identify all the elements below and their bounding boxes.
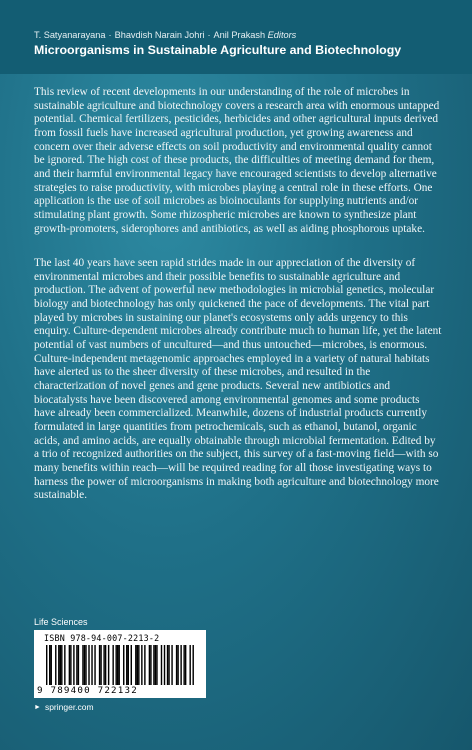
editor-name: Anil Prakash: [213, 30, 266, 40]
series-label: Life Sciences: [34, 617, 88, 627]
barcode-bar: [177, 645, 178, 685]
barcode-bar: [91, 645, 92, 685]
barcode-bar: [88, 645, 89, 685]
barcode-bar: [49, 645, 50, 685]
arrow-right-icon: ►: [34, 703, 41, 711]
barcode-bar: [192, 645, 193, 685]
barcode-bar: [176, 645, 177, 685]
barcode-bar: [60, 645, 61, 685]
barcode-bar: [135, 645, 136, 685]
barcode-bar: [137, 645, 138, 685]
barcode-bar: [70, 645, 71, 685]
isbn-text: ISBN 978-94-007-2213-2: [44, 633, 160, 643]
barcode-bar: [149, 645, 150, 685]
barcode-bar: [108, 645, 109, 685]
barcode-bar: [128, 645, 129, 685]
barcode-bar: [64, 645, 65, 685]
separator: ·: [108, 30, 112, 40]
barcode-bar: [51, 645, 52, 685]
barcode-bar: [94, 645, 95, 685]
barcode-bar: [46, 645, 47, 685]
barcode-bar: [82, 645, 83, 685]
barcode-bar: [115, 645, 116, 685]
book-title: Microorganisms in Sustainable Agriculture and Biotechnology: [34, 43, 402, 57]
barcode-bar: [85, 645, 86, 685]
barcode-bar: [144, 645, 145, 685]
barcode-bar: [55, 645, 56, 685]
barcode-bar: [161, 645, 162, 685]
barcode-bar: [180, 645, 181, 685]
editor-name: Bhavdish Narain Johri: [114, 30, 205, 40]
barcode-bar: [105, 645, 106, 685]
editor-name: T. Satyanarayana: [34, 30, 106, 40]
separator: ·: [207, 30, 211, 40]
editors-line: [34, 30, 296, 40]
barcode-bar: [103, 645, 104, 685]
barcode-bar: [112, 645, 113, 685]
barcode-bar: [123, 645, 124, 685]
barcode-bar: [138, 645, 139, 685]
barcode-bar: [155, 645, 156, 685]
barcode-bar: [100, 645, 101, 685]
barcode-bar: [153, 645, 154, 685]
barcode-bar: [58, 645, 59, 685]
barcode-bar: [61, 645, 62, 685]
barcode-bar: [168, 645, 169, 685]
barcode-bar: [76, 645, 77, 685]
publisher-url: springer.com: [44, 702, 94, 712]
editors-role: Editors: [267, 30, 297, 40]
barcode-bar: [118, 645, 119, 685]
barcode-block: [34, 630, 206, 698]
barcode-bar: [167, 645, 168, 685]
barcode-bar: [150, 645, 151, 685]
barcode-bar: [84, 645, 85, 685]
barcode-digits: 9 789400 722132: [37, 685, 138, 696]
barcode-bar: [69, 645, 70, 685]
description-paragraph-2: The last 40 years have seen rapid strides made in our appreciation of the diversity of environmental microbes and their possible benefits to sustainable agriculture and production. The advent of powerful new methodologies in microbial genetics, molecular biology and biotechnology has only quickened the pace of developments. The vital part played by microbes in sustaining our planet's ecosystems only adds urgency to this enquiry. Culture-dependent microbes already contribute much to human life, yet the latent potential of vast numbers of uncultured—and thus untouched—microbes, is enormous. Culture-independent metagenomic approaches employed in a variety of natural habitats have alerted us to the sheer diversity of these microbes, and resulted in the characterization of novel genes and gene products. Several new antibiotics and biocatalysts have been discovered among environmental genomes and some products have already been commercialized. Meanwhile, dozens of industrial products currently formulated in large quantities from petrochemicals, such as ethanol, butanol, organic acids, and amino acids, are equally obtainable through microbial fermentation. Edited by a trio of recognized authorities on the subject, this survey of a fast-moving field—with so many benefits within reach—will be required reading for all those investigating ways to harness the power of microorganisms in making both agriculture and biotechnology more sustainable.: [34, 257, 442, 502]
publisher-link[interactable]: [34, 702, 94, 712]
barcode-image: [46, 645, 194, 685]
barcode-bar: [164, 645, 165, 685]
barcode-bar: [185, 645, 186, 685]
barcode-bar: [99, 645, 100, 685]
barcode-bar: [189, 645, 190, 685]
barcode-bar: [171, 645, 172, 685]
barcode-bar: [117, 645, 118, 685]
barcode-bar: [131, 645, 132, 685]
barcode-bar: [78, 645, 79, 685]
barcode-bar: [73, 645, 74, 685]
barcode-bar: [183, 645, 184, 685]
barcode-bar: [126, 645, 127, 685]
barcode-bar: [156, 645, 157, 685]
description-paragraph-1: This review of recent developments in our understanding of the role of microbes in sustainable agriculture and biotechnology covers a research area with enormous untapped potential. Chemical fertilizers, pesticides, herbicides and other agricultural inputs derived from fossil fuels have increased agricultural production, yet growing awareness and concern over their adverse effects on soil productivity and environmental quality cannot be ignored. The high cost of these products, the difficulties of meeting demand for them, and their harmful environmental legacy have encouraged scientists to develop alternative strategies to raise productivity, with microbes playing a central role in these efforts. One application is the use of soil microbes as bioinoculants for supplying nutrients and/or stimulating plant growth. Some rhizospheric microbes are known to synthesize plant growth-promoters, siderophores and antibiotics, as well as aiding phosphorous uptake.: [34, 86, 440, 235]
barcode-bar: [141, 645, 142, 685]
